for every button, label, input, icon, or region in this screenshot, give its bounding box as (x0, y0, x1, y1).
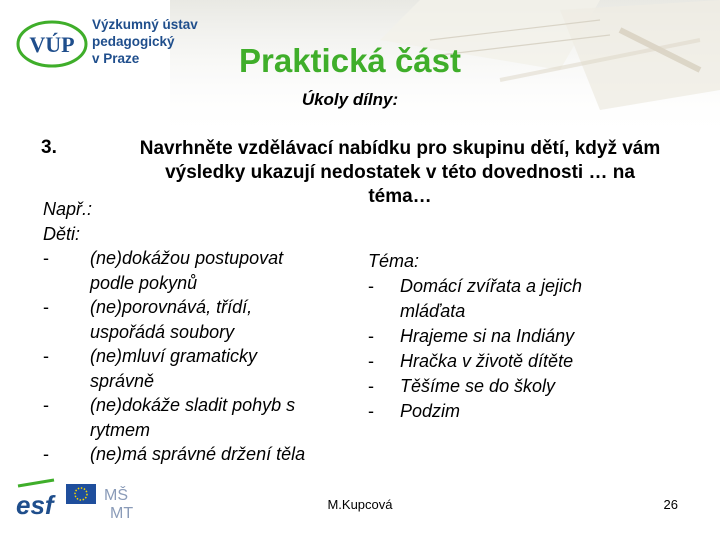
list-item: - (ne)má správné držení těla (43, 442, 363, 467)
list-item: - (ne)dokážou postupovat podle pokynů (43, 248, 284, 293)
theme-list (368, 249, 688, 424)
task-line-3: téma… (368, 186, 432, 207)
children-list (43, 197, 363, 467)
page-number: 26 (663, 497, 678, 512)
institute-line-2: pedagogický (92, 34, 175, 49)
bullet-dash: - (43, 248, 49, 268)
task-line-2: výsledky ukazují nedostatek v této dovednosti … na (165, 162, 635, 183)
list-item: - (ne)mluví gramaticky správně (43, 346, 258, 391)
author-name: M.Kupcová (327, 497, 393, 512)
theme-label: Téma: (368, 251, 420, 271)
bullet-dash: - (368, 326, 374, 346)
example-label: Např.: (43, 199, 93, 219)
children-label: Děti: (43, 223, 81, 244)
bullet-dash: - (368, 401, 374, 421)
list-item: - (ne)dokáže sladit pohyb s rytmem (43, 395, 296, 440)
list-item: - Hračka v životě dítěte (368, 349, 688, 374)
list-item: - Těšíme se do školy (368, 374, 688, 399)
bullet-dash: - (43, 346, 49, 366)
institute-line-1: Výzkumný ústav (92, 17, 198, 32)
bullet-dash: - (43, 297, 49, 317)
bullet-dash: - (368, 376, 374, 396)
list-item: - Hrajeme si na Indiány (368, 324, 688, 349)
list-item: - Domácí zvířata a jejich mláďata (368, 276, 583, 321)
bullet-dash: - (368, 276, 374, 296)
slide-title: Praktická část (239, 42, 461, 79)
bullet-dash: - (368, 351, 374, 371)
logo-abbr: VÚP (29, 32, 75, 57)
task-line-1: Navrhněte vzdělávací nabídku pro skupinu dětí, když vám (139, 138, 661, 159)
svg-text:MŠ: MŠ (104, 487, 128, 504)
list-item: - (ne)porovnává, třídí, uspořádá soubory (43, 297, 253, 342)
list-item: - Podzim (368, 399, 688, 424)
svg-text:esf: esf (16, 490, 54, 520)
slide-subtitle: Úkoly dílny: (301, 90, 399, 109)
bullet-dash: - (43, 395, 49, 415)
svg-text:MT: MT (110, 505, 134, 522)
institute-line-3: v Praze (92, 51, 140, 66)
bullet-dash: - (43, 444, 49, 464)
task-number: 3. (41, 137, 57, 158)
